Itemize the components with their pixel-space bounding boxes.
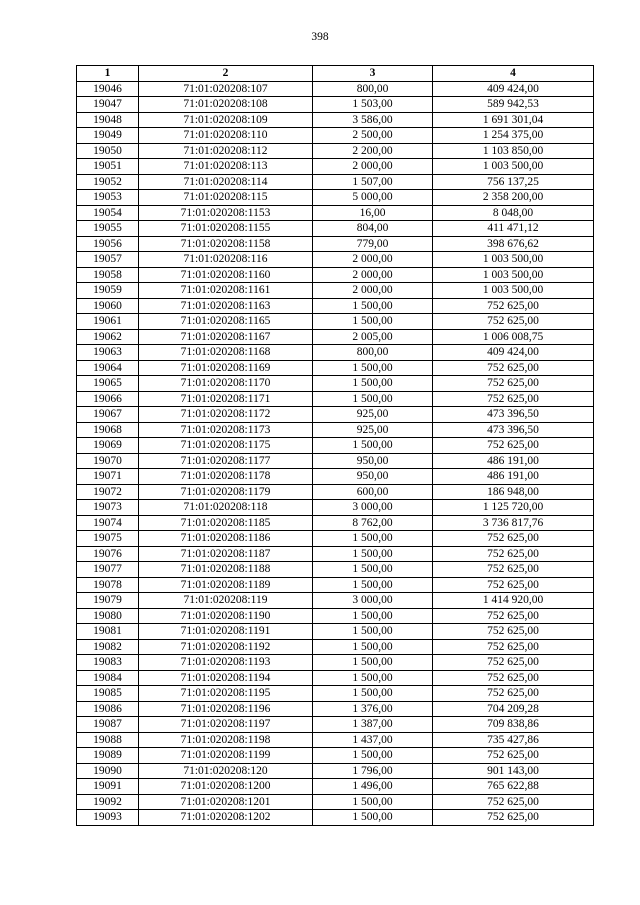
- cadastral-number-cell: 71:01:020208:1188: [139, 562, 313, 578]
- value-cell: 752 625,00: [433, 562, 594, 578]
- area-cell: 950,00: [313, 469, 433, 485]
- area-cell: 925,00: [313, 422, 433, 438]
- area-cell: 800,00: [313, 345, 433, 361]
- row-number-cell: 19070: [77, 453, 139, 469]
- value-cell: 752 625,00: [433, 391, 594, 407]
- data-table: [76, 65, 594, 826]
- row-number-cell: 19060: [77, 298, 139, 314]
- cadastral-number-cell: 71:01:020208:1191: [139, 624, 313, 640]
- column-header: 2: [139, 66, 313, 82]
- value-cell: 8 048,00: [433, 205, 594, 221]
- cadastral-number-cell: 71:01:020208:1179: [139, 484, 313, 500]
- table-row: [77, 376, 594, 392]
- value-cell: 1 103 850,00: [433, 143, 594, 159]
- value-cell: 1 254 375,00: [433, 128, 594, 144]
- cadastral-number-cell: 71:01:020208:1170: [139, 376, 313, 392]
- column-header: 1: [77, 66, 139, 82]
- cadastral-number-cell: 71:01:020208:108: [139, 97, 313, 113]
- cadastral-number-cell: 71:01:020208:113: [139, 159, 313, 175]
- row-number-cell: 19088: [77, 732, 139, 748]
- value-cell: 752 625,00: [433, 670, 594, 686]
- page-number: 398: [311, 31, 329, 43]
- table-row: [77, 608, 594, 624]
- row-number-cell: 19048: [77, 112, 139, 128]
- value-cell: 1 003 500,00: [433, 159, 594, 175]
- cadastral-number-cell: 71:01:020208:118: [139, 500, 313, 516]
- row-number-cell: 19089: [77, 748, 139, 764]
- area-cell: 1 500,00: [313, 810, 433, 826]
- value-cell: 752 625,00: [433, 810, 594, 826]
- area-cell: 1 500,00: [313, 608, 433, 624]
- table-row: [77, 190, 594, 206]
- value-cell: 704 209,28: [433, 701, 594, 717]
- column-header: 3: [313, 66, 433, 82]
- area-cell: 3 586,00: [313, 112, 433, 128]
- value-cell: 752 625,00: [433, 655, 594, 671]
- row-number-cell: 19092: [77, 794, 139, 810]
- value-cell: 752 625,00: [433, 531, 594, 547]
- area-cell: 5 000,00: [313, 190, 433, 206]
- cadastral-number-cell: 71:01:020208:1201: [139, 794, 313, 810]
- row-number-cell: 19055: [77, 221, 139, 237]
- cadastral-number-cell: 71:01:020208:114: [139, 174, 313, 190]
- value-cell: 409 424,00: [433, 81, 594, 97]
- table-row: [77, 763, 594, 779]
- row-number-cell: 19053: [77, 190, 139, 206]
- area-cell: 1 500,00: [313, 794, 433, 810]
- row-number-cell: 19085: [77, 686, 139, 702]
- cadastral-number-cell: 71:01:020208:1161: [139, 283, 313, 299]
- row-number-cell: 19080: [77, 608, 139, 624]
- value-cell: 486 191,00: [433, 453, 594, 469]
- header-row: [77, 66, 594, 82]
- value-cell: 901 143,00: [433, 763, 594, 779]
- area-cell: 8 762,00: [313, 515, 433, 531]
- cadastral-number-cell: 71:01:020208:1202: [139, 810, 313, 826]
- row-number-cell: 19059: [77, 283, 139, 299]
- table-row: [77, 531, 594, 547]
- area-cell: 1 387,00: [313, 717, 433, 733]
- cadastral-number-cell: 71:01:020208:120: [139, 763, 313, 779]
- cadastral-number-cell: 71:01:020208:1192: [139, 639, 313, 655]
- row-number-cell: 19056: [77, 236, 139, 252]
- cadastral-number-cell: 71:01:020208:1158: [139, 236, 313, 252]
- row-number-cell: 19071: [77, 469, 139, 485]
- cadastral-number-cell: 71:01:020208:1153: [139, 205, 313, 221]
- cadastral-number-cell: 71:01:020208:1196: [139, 701, 313, 717]
- table-row: [77, 205, 594, 221]
- row-number-cell: 19054: [77, 205, 139, 221]
- area-cell: 2 000,00: [313, 159, 433, 175]
- row-number-cell: 19069: [77, 438, 139, 454]
- table-row: [77, 159, 594, 175]
- value-cell: 752 625,00: [433, 376, 594, 392]
- cadastral-number-cell: 71:01:020208:1187: [139, 546, 313, 562]
- row-number-cell: 19051: [77, 159, 139, 175]
- row-number-cell: 19062: [77, 329, 139, 345]
- cadastral-number-cell: 71:01:020208:1172: [139, 407, 313, 423]
- area-cell: 1 503,00: [313, 97, 433, 113]
- cadastral-number-cell: 71:01:020208:1165: [139, 314, 313, 330]
- value-cell: 752 625,00: [433, 639, 594, 655]
- table-row: [77, 794, 594, 810]
- row-number-cell: 19074: [77, 515, 139, 531]
- area-cell: 2 005,00: [313, 329, 433, 345]
- cadastral-number-cell: 71:01:020208:112: [139, 143, 313, 159]
- row-number-cell: 19083: [77, 655, 139, 671]
- area-cell: 1 500,00: [313, 655, 433, 671]
- cadastral-number-cell: 71:01:020208:116: [139, 252, 313, 268]
- table-row: [77, 267, 594, 283]
- value-cell: 752 625,00: [433, 624, 594, 640]
- row-number-cell: 19046: [77, 81, 139, 97]
- row-number-cell: 19086: [77, 701, 139, 717]
- row-number-cell: 19082: [77, 639, 139, 655]
- cadastral-number-cell: 71:01:020208:1185: [139, 515, 313, 531]
- row-number-cell: 19067: [77, 407, 139, 423]
- value-cell: 2 358 200,00: [433, 190, 594, 206]
- table-row: [77, 97, 594, 113]
- cadastral-number-cell: 71:01:020208:1193: [139, 655, 313, 671]
- table-row: [77, 655, 594, 671]
- table-row: [77, 469, 594, 485]
- table-row: [77, 236, 594, 252]
- cadastral-number-cell: 71:01:020208:1168: [139, 345, 313, 361]
- area-cell: 1 500,00: [313, 546, 433, 562]
- area-cell: 925,00: [313, 407, 433, 423]
- table-row: [77, 283, 594, 299]
- row-number-cell: 19084: [77, 670, 139, 686]
- row-number-cell: 19065: [77, 376, 139, 392]
- cadastral-number-cell: 71:01:020208:1167: [139, 329, 313, 345]
- table-row: [77, 143, 594, 159]
- value-cell: 756 137,25: [433, 174, 594, 190]
- area-cell: 1 500,00: [313, 639, 433, 655]
- value-cell: 473 396,50: [433, 407, 594, 423]
- area-cell: 16,00: [313, 205, 433, 221]
- table-row: [77, 112, 594, 128]
- table-row: [77, 174, 594, 190]
- row-number-cell: 19052: [77, 174, 139, 190]
- cadastral-number-cell: 71:01:020208:1163: [139, 298, 313, 314]
- table-row: [77, 252, 594, 268]
- table-row: [77, 670, 594, 686]
- cadastral-number-cell: 71:01:020208:1178: [139, 469, 313, 485]
- row-number-cell: 19049: [77, 128, 139, 144]
- value-cell: 1 125 720,00: [433, 500, 594, 516]
- value-cell: 752 625,00: [433, 360, 594, 376]
- area-cell: 1 507,00: [313, 174, 433, 190]
- cadastral-number-cell: 71:01:020208:1194: [139, 670, 313, 686]
- table-row: [77, 407, 594, 423]
- area-cell: 1 376,00: [313, 701, 433, 717]
- table-body: [77, 81, 594, 825]
- table-row: [77, 453, 594, 469]
- area-cell: 1 500,00: [313, 391, 433, 407]
- area-cell: 1 500,00: [313, 298, 433, 314]
- row-number-cell: 19072: [77, 484, 139, 500]
- table-row: [77, 128, 594, 144]
- area-cell: 804,00: [313, 221, 433, 237]
- table-row: [77, 360, 594, 376]
- cadastral-number-cell: 71:01:020208:1175: [139, 438, 313, 454]
- cadastral-number-cell: 71:01:020208:1200: [139, 779, 313, 795]
- value-cell: 765 622,88: [433, 779, 594, 795]
- area-cell: 3 000,00: [313, 500, 433, 516]
- area-cell: 1 496,00: [313, 779, 433, 795]
- table-row: [77, 624, 594, 640]
- cadastral-number-cell: 71:01:020208:1155: [139, 221, 313, 237]
- row-number-cell: 19078: [77, 577, 139, 593]
- area-cell: 1 500,00: [313, 438, 433, 454]
- table-row: [77, 329, 594, 345]
- area-cell: 1 437,00: [313, 732, 433, 748]
- table-row: [77, 298, 594, 314]
- cadastral-number-cell: 71:01:020208:1197: [139, 717, 313, 733]
- area-cell: 1 796,00: [313, 763, 433, 779]
- value-cell: 752 625,00: [433, 546, 594, 562]
- value-cell: 752 625,00: [433, 608, 594, 624]
- value-cell: 752 625,00: [433, 314, 594, 330]
- table-row: [77, 639, 594, 655]
- area-cell: 1 500,00: [313, 314, 433, 330]
- cadastral-number-cell: 71:01:020208:1189: [139, 577, 313, 593]
- row-number-cell: 19057: [77, 252, 139, 268]
- area-cell: 1 500,00: [313, 670, 433, 686]
- row-number-cell: 19087: [77, 717, 139, 733]
- value-cell: 186 948,00: [433, 484, 594, 500]
- value-cell: 709 838,86: [433, 717, 594, 733]
- table-row: [77, 701, 594, 717]
- area-cell: 2 200,00: [313, 143, 433, 159]
- area-cell: 1 500,00: [313, 376, 433, 392]
- value-cell: 752 625,00: [433, 577, 594, 593]
- table-row: [77, 81, 594, 97]
- value-cell: 398 676,62: [433, 236, 594, 252]
- value-cell: 735 427,86: [433, 732, 594, 748]
- value-cell: 589 942,53: [433, 97, 594, 113]
- row-number-cell: 19064: [77, 360, 139, 376]
- row-number-cell: 19050: [77, 143, 139, 159]
- row-number-cell: 19079: [77, 593, 139, 609]
- table-row: [77, 577, 594, 593]
- row-number-cell: 19066: [77, 391, 139, 407]
- column-header: 4: [433, 66, 594, 82]
- cadastral-number-cell: 71:01:020208:1169: [139, 360, 313, 376]
- table-row: [77, 732, 594, 748]
- table-row: [77, 686, 594, 702]
- cadastral-number-cell: 71:01:020208:1199: [139, 748, 313, 764]
- row-number-cell: 19076: [77, 546, 139, 562]
- area-cell: 2 000,00: [313, 283, 433, 299]
- row-number-cell: 19075: [77, 531, 139, 547]
- value-cell: 1 003 500,00: [433, 252, 594, 268]
- value-cell: 752 625,00: [433, 748, 594, 764]
- cadastral-number-cell: 71:01:020208:119: [139, 593, 313, 609]
- area-cell: 3 000,00: [313, 593, 433, 609]
- table-row: [77, 438, 594, 454]
- row-number-cell: 19073: [77, 500, 139, 516]
- cadastral-number-cell: 71:01:020208:1171: [139, 391, 313, 407]
- table-row: [77, 810, 594, 826]
- table-row: [77, 500, 594, 516]
- value-cell: 409 424,00: [433, 345, 594, 361]
- row-number-cell: 19063: [77, 345, 139, 361]
- value-cell: 411 471,12: [433, 221, 594, 237]
- cadastral-number-cell: 71:01:020208:1195: [139, 686, 313, 702]
- table-row: [77, 717, 594, 733]
- value-cell: 752 625,00: [433, 298, 594, 314]
- area-cell: 1 500,00: [313, 531, 433, 547]
- area-cell: 800,00: [313, 81, 433, 97]
- area-cell: 950,00: [313, 453, 433, 469]
- value-cell: 752 625,00: [433, 686, 594, 702]
- table-row: [77, 422, 594, 438]
- row-number-cell: 19077: [77, 562, 139, 578]
- area-cell: 1 500,00: [313, 686, 433, 702]
- area-cell: 1 500,00: [313, 562, 433, 578]
- cadastral-number-cell: 71:01:020208:110: [139, 128, 313, 144]
- row-number-cell: 19091: [77, 779, 139, 795]
- cadastral-number-cell: 71:01:020208:1173: [139, 422, 313, 438]
- table-row: [77, 748, 594, 764]
- row-number-cell: 19090: [77, 763, 139, 779]
- cadastral-number-cell: 71:01:020208:1190: [139, 608, 313, 624]
- value-cell: 3 736 817,76: [433, 515, 594, 531]
- area-cell: 2 500,00: [313, 128, 433, 144]
- area-cell: 1 500,00: [313, 360, 433, 376]
- value-cell: 1 003 500,00: [433, 267, 594, 283]
- table-row: [77, 515, 594, 531]
- table-row: [77, 779, 594, 795]
- row-number-cell: 19068: [77, 422, 139, 438]
- area-cell: 2 000,00: [313, 267, 433, 283]
- area-cell: 2 000,00: [313, 252, 433, 268]
- cadastral-number-cell: 71:01:020208:107: [139, 81, 313, 97]
- table-row: [77, 391, 594, 407]
- row-number-cell: 19061: [77, 314, 139, 330]
- cadastral-number-cell: 71:01:020208:1186: [139, 531, 313, 547]
- cadastral-number-cell: 71:01:020208:1198: [139, 732, 313, 748]
- value-cell: 1 691 301,04: [433, 112, 594, 128]
- table-row: [77, 484, 594, 500]
- row-number-cell: 19081: [77, 624, 139, 640]
- value-cell: 1 006 008,75: [433, 329, 594, 345]
- table-row: [77, 546, 594, 562]
- table-row: [77, 221, 594, 237]
- value-cell: 752 625,00: [433, 794, 594, 810]
- area-cell: 1 500,00: [313, 748, 433, 764]
- row-number-cell: 19058: [77, 267, 139, 283]
- cadastral-number-cell: 71:01:020208:109: [139, 112, 313, 128]
- area-cell: 779,00: [313, 236, 433, 252]
- table-row: [77, 593, 594, 609]
- table-row: [77, 562, 594, 578]
- cadastral-number-cell: 71:01:020208:115: [139, 190, 313, 206]
- value-cell: 1 414 920,00: [433, 593, 594, 609]
- value-cell: 473 396,50: [433, 422, 594, 438]
- value-cell: 1 003 500,00: [433, 283, 594, 299]
- table-row: [77, 345, 594, 361]
- area-cell: 1 500,00: [313, 624, 433, 640]
- row-number-cell: 19093: [77, 810, 139, 826]
- area-cell: 600,00: [313, 484, 433, 500]
- value-cell: 752 625,00: [433, 438, 594, 454]
- area-cell: 1 500,00: [313, 577, 433, 593]
- table-row: [77, 314, 594, 330]
- row-number-cell: 19047: [77, 97, 139, 113]
- value-cell: 486 191,00: [433, 469, 594, 485]
- cadastral-number-cell: 71:01:020208:1177: [139, 453, 313, 469]
- cadastral-number-cell: 71:01:020208:1160: [139, 267, 313, 283]
